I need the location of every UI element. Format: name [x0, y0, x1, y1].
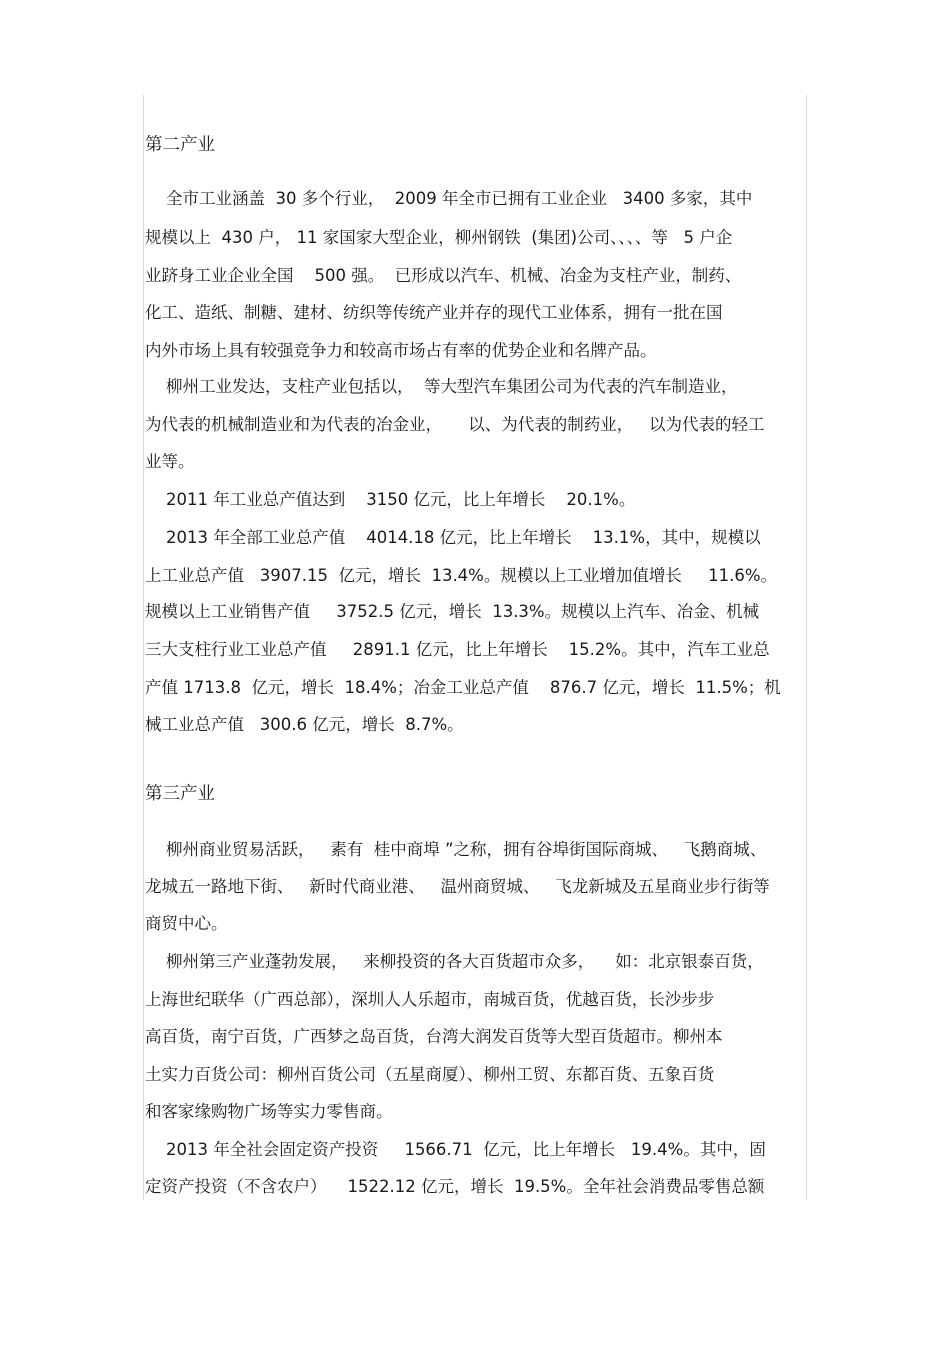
right-margin-rule	[806, 95, 807, 1200]
paragraph-line: 业等。	[145, 452, 195, 471]
paragraph-line: 商贸中心。	[145, 914, 228, 933]
section-heading-tertiary-industry: 第三产业	[145, 784, 215, 804]
paragraph-line: 三大支柱行业工业总产值 2891.1 亿元，比上年增长 15.2%。其中，汽车工业总	[145, 640, 770, 659]
paragraph-line: 上海世纪联华（广西总部），深圳人人乐超市，南城百货，优越百货，长沙步步	[145, 990, 715, 1009]
paragraph-line: 柳州第三产业蓬勃发展， 来柳投资的各大百货超市众多， 如：北京银泰百货，	[145, 952, 764, 971]
paragraph-line: 产值 1713.8 亿元，增长 18.4%；冶金工业总产值 876.7 亿元，增长 11.5%；机	[145, 678, 781, 697]
paragraph-line: 2013 年全部工业总产值 4014.18 亿元，比上年增长 13.1%，其中，规模以	[145, 528, 761, 547]
paragraph-line: 土实力百货公司：柳州百货公司（五星商厦）、柳州工贸、东都百货、五象百货	[145, 1065, 715, 1084]
section-heading-secondary-industry: 第二产业	[145, 135, 215, 155]
paragraph-line: 柳州工业发达，支柱产业包括以， 等大型汽车集团公司为代表的汽车制造业，	[145, 377, 738, 396]
paragraph-line: 柳州商业贸易活跃， 素有 桂中商埠 ”之称，拥有谷埠街国际商城、 飞鹅商城、	[145, 840, 767, 859]
paragraph-line: 规模以上 430 户， 11 家国家大型企业，柳州钢铁 (集团)公司、、、、等 5 户企	[145, 228, 733, 247]
paragraph-line: 和客家缘购物广场等实力零售商。	[145, 1102, 393, 1121]
paragraph-line: 业跻身工业企业全国 500 强。 已形成以汽车、机械、冶金为支柱产业，制药、	[145, 266, 742, 285]
paragraph-line: 高百货，南宁百货，广西梦之岛百货，台湾大润发百货等大型百货超市。柳州本	[145, 1027, 723, 1046]
left-margin-rule	[143, 95, 144, 1200]
paragraph-line: 内外市场上具有较强竞争力和较高市场占有率的优势企业和名牌产品。	[145, 341, 657, 360]
paragraph-line: 定资产投资（不含农户） 1522.12 亿元，增长 19.5%。全年社会消费品零售总额	[145, 1177, 765, 1196]
paragraph-line: 为代表的机械制造业和为代表的冶金业， 以、为代表的制药业， 以为代表的轻工	[145, 415, 765, 434]
paragraph-line: 械工业总产值 300.6 亿元，增长 8.7%。	[145, 715, 464, 734]
paragraph-line: 全市工业涵盖 30 多个行业， 2009 年全市已拥有工业企业 3400 多家，其中	[145, 189, 753, 208]
paragraph-line: 龙城五一路地下街、 新时代商业港、 温州商贸城、 飞龙新城及五星商业步行街等	[145, 877, 770, 896]
paragraph-line: 化工、造纸、制糖、建材、纺织等传统产业并存的现代工业体系，拥有一批在国	[145, 303, 723, 322]
paragraph-line: 上工业总产值 3907.15 亿元，增长 13.4%。规模以上工业增加值增长 11.6%。	[145, 566, 778, 585]
paragraph-line: 2013 年全社会固定资产投资 1566.71 亿元，比上年增长 19.4%。其中，固	[145, 1140, 766, 1159]
paragraph-line: 2011 年工业总产值达到 3150 亿元，比上年增长 20.1%。	[145, 490, 636, 509]
paragraph-line: 规模以上工业销售产值 3752.5 亿元，增长 13.3%。规模以上汽车、冶金、机械	[145, 602, 760, 621]
